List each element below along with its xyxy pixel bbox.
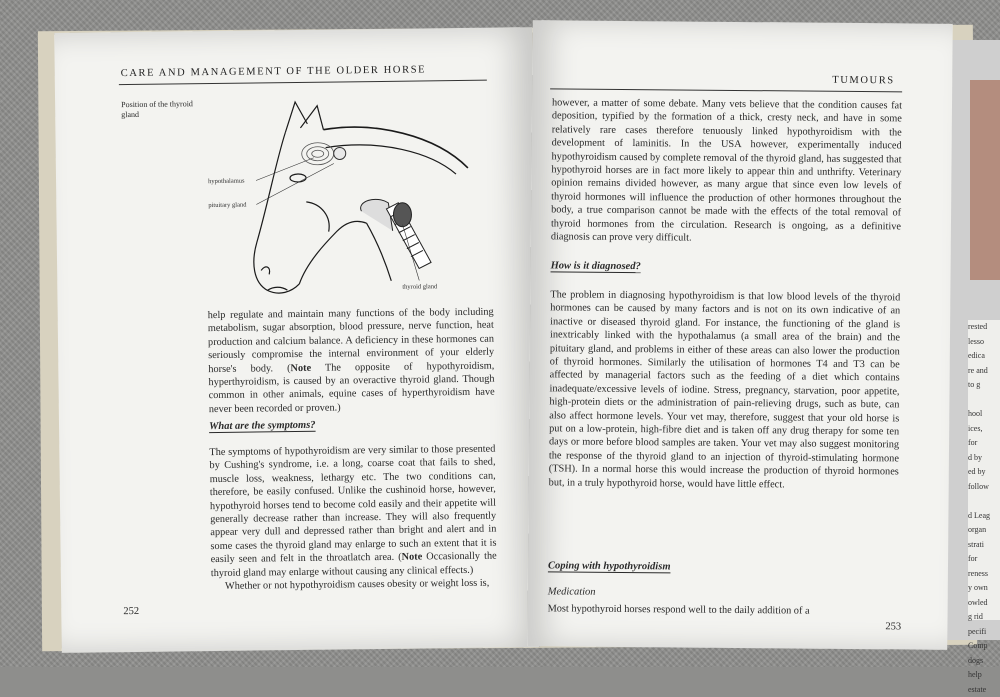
right-running-head: TUMOURS xyxy=(832,75,895,87)
edge-fragment: rested xyxy=(968,320,1000,335)
edge-fragment: ices, xyxy=(968,422,1000,437)
left-running-head: CARE AND MANAGEMENT OF THE OLDER HORSE xyxy=(121,64,427,79)
edge-fragment: ed by xyxy=(968,465,1000,480)
edge-fragment: reness xyxy=(968,567,1000,582)
edge-fragment: d by xyxy=(968,451,1000,466)
adjacent-book-photo xyxy=(970,80,1000,280)
edge-fragment: for xyxy=(968,552,1000,567)
edge-fragment: g rid xyxy=(968,610,1000,625)
right-paragraph-3: Most hypothyroid horses respond well to the daily addition of a xyxy=(548,602,898,618)
edge-fragment: to g xyxy=(968,378,1000,393)
ear-shape xyxy=(285,102,307,132)
edge-fragment: Comp xyxy=(968,639,1000,654)
edge-fragment: estate xyxy=(968,683,1000,697)
page-number-left: 252 xyxy=(123,606,139,617)
edge-fragment: organ xyxy=(968,523,1000,538)
edge-fragment: hool xyxy=(968,407,1000,422)
heading-diagnosed: How is it diagnosed? xyxy=(551,260,641,272)
note1-text: The opposite of hypothyroidism, hyperthyroidism, is caused by an overactive thyroid gland. Though common in other animals, equine cases of hyperthyroidism have never been recorded or proven.) xyxy=(208,360,494,415)
heading-coping: Coping with hypothyroidism xyxy=(548,560,671,572)
edge-fragment: for xyxy=(968,436,1000,451)
left-paragraph-3: Whether or not hypothyroidism causes obesity or weight loss is, xyxy=(211,577,497,594)
edge-fragment: lesso xyxy=(968,335,1000,350)
edge-fragment: dogs xyxy=(968,654,1000,669)
edge-fragment: pecifi xyxy=(968,625,1000,640)
para2-text: The symptoms of hypothyroidism are very similar to those presented by Cushing's syndrome, i.e. a long, coarse coat that fails to shed, muscle loss, weakness, lethargy etc. The two conditions can, therefore, be easily confused. Unlike the cushinoid horse, however, hypothyroid horses tend to become cold easily and their appetite will generally decrease rather than increase. They will also frequently appear very dull and depressed rather than bright and alert and in some cases the thyroid gland may enlarge to such an extent that it is easily seen and felt in the throatlatch area. ( xyxy=(209,444,496,566)
adjacent-page-edge xyxy=(968,320,1000,620)
edge-fragment: edica xyxy=(968,349,1000,364)
left-paragraph-2 xyxy=(209,443,497,594)
figure-caption: Position of the thyroid gland xyxy=(121,99,201,120)
note1-label: Note xyxy=(290,362,311,373)
note2-text: Occasionally the thyroid gland may enlarge without causing any clinical effects.) xyxy=(211,551,497,579)
note2-label: Note xyxy=(402,552,423,563)
edge-fragment xyxy=(968,494,1000,509)
right-paragraph-2: The problem in diagnosing hypothyroidism is that low blood levels of the thyroid hormones can be caused by many factors and is not on its own indicative of an inactive or diseased thyroid gland. For instance, the functioning of the gland is inextricably linked with the hypothalamus (a small area of the brain) and the pituitary gland, and problems in either of these areas can also lower the production of thyroid hormones. Similarly the utilisation of hormones T4 and T3 can be affected by managerial factors such as the feeding of a diet which contains inadequate/excessive levels of iodine. Stress, pregnancy, starvation, poor appetite, high-protein diets or the administration of pain-relieving drugs, such as bute, can also affect hormone levels. Your vet may, therefore, suggest that your old horse is put on a low-protein, high-fibre diet and is taken off any drug therapy for some ten days or more before blood samples are taken. Your vet may also suggest monitoring the response of the thyroid gland to an injection of thyroid-stimulating hormone (TSH). In a normal horse this would increase the production of thyroid hormones but, in a truly hypothyroid horse, would have little effect. xyxy=(549,288,901,492)
edge-fragment: re and xyxy=(968,364,1000,379)
edge-fragment: help xyxy=(968,668,1000,683)
left-paragraph-1 xyxy=(208,306,495,417)
edge-fragment: d Leag xyxy=(968,509,1000,524)
edge-fragment: owled xyxy=(968,596,1000,611)
edge-fragment xyxy=(968,393,1000,408)
label-pituitary-gland: pituitary gland xyxy=(208,202,247,209)
edge-fragment: follow xyxy=(968,480,1000,495)
para1-text: help regulate and maintain many functions of the body including metabolism, sugar absorption, blood pressure, nerve function, heat production and calcium balance. A deficiency in these hormones can seriously compromise the internal environment of your elderly horse's body. ( xyxy=(208,307,495,375)
subheading-medication: Medication xyxy=(548,586,596,597)
heading-symptoms: What are the symptoms? xyxy=(209,420,316,432)
right-paragraph-1: however, a matter of some debate. Many vets believe that the condition causes fat deposition, typified by the formation of a thick, cresty neck, and have in some relatively rare cases therefore tenuously linked hypothyroidism with the development of laminitis. In the USA however, experimentally induced hypothyroidism caused by complete removal of the thyroid gland, has suggested that hypothyroid horses are in fact more likely to appear thin and unthrifty. Veterinary opinion remains divided however, as many argue that since even low levels of thyroid hormones will influence the production of other hormones throughout the body, a true comparison cannot be made with the effects of the total removal of thyroid hormones from the circulation. Research is ongoing, as a definitive diagnosis can prove very difficult. xyxy=(551,96,902,247)
right-head-rule xyxy=(550,88,902,92)
right-page xyxy=(527,20,952,650)
edge-fragment: y own xyxy=(968,581,1000,596)
label-thyroid-gland: thyroid gland xyxy=(402,283,438,290)
horse-head-diagram xyxy=(205,90,498,304)
page-number-right: 253 xyxy=(885,621,901,632)
left-page xyxy=(54,27,540,653)
edge-fragment: strati xyxy=(968,538,1000,553)
label-hypothalamus: hypothalamus xyxy=(208,178,245,185)
left-head-rule xyxy=(119,80,487,85)
